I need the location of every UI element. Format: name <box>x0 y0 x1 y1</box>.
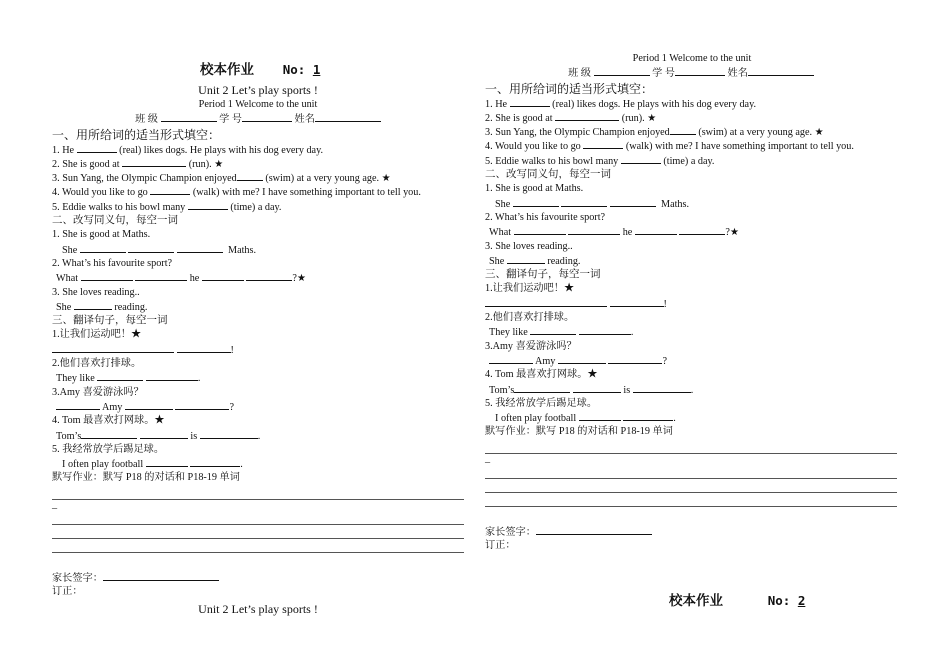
writing-line <box>485 479 897 493</box>
rewrite-1-answer: She Maths. <box>62 244 257 256</box>
writing-line <box>485 465 897 479</box>
translate-5-answer: I often play football . <box>62 459 243 471</box>
correction-label: 订正： <box>485 540 516 552</box>
translate-5-answer: I often play football . <box>495 413 676 425</box>
rewrite-1: 1. She is good at Maths. <box>485 183 584 195</box>
rewrite-2-answer: What he ?★ <box>56 273 307 285</box>
worksheet-number: No: 2 <box>767 593 806 609</box>
rewrite-2: 2. What’s his favourite sport? <box>52 257 173 269</box>
worksheet-left <box>52 58 464 617</box>
question-1: 1. He (real) likes dogs. He plays with his dog every day. <box>485 98 757 110</box>
writing-line <box>52 486 464 500</box>
parent-signature: 家长签字： <box>52 571 464 585</box>
translate-1: 1.让我们运动吧！★ <box>52 329 142 341</box>
translate-4-answer: Tom’s is . <box>56 430 261 442</box>
writing-line-dash: _ <box>52 498 58 510</box>
translate-5: 5. 我经常放学后踢足球。 <box>52 443 165 455</box>
translate-4-answer: Tom’s is . <box>489 384 694 396</box>
translate-3: 3.Amy 喜爱游泳吗？ <box>52 386 144 398</box>
translate-2: 2.他们喜欢打排球。 <box>52 358 142 370</box>
rewrite-1-answer: She Maths. <box>495 198 690 210</box>
translate-4: 4. Tom 最喜欢打网球。★ <box>52 415 165 427</box>
translate-1: 1.让我们运动吧！★ <box>485 283 575 295</box>
correction-label: 订正： <box>52 586 83 598</box>
dictation-homework: 默写作业：默写 P18 的对话和 P18-19 单词 <box>52 472 240 484</box>
question-2: 2. She is good at (run). ★ <box>485 112 657 124</box>
section-fill-in: 一、用所给词的适当形式填空： <box>52 127 221 142</box>
period-title: Period 1 Welcome to the unit <box>198 99 318 110</box>
question-3: 3. Sun Yang, the Olympic Champion enjoyed (swim) at a very young age. ★ <box>52 173 391 185</box>
unit-title: Unit 2 Let’s play sports ! <box>198 83 318 97</box>
section-translate: 三、翻译句子，每空一词 <box>52 315 168 327</box>
student-info: 班 级 学 号 姓名 <box>52 112 464 126</box>
rewrite-2: 2. What’s his favourite sport? <box>485 211 606 223</box>
translate-1-answer: ! <box>52 343 464 357</box>
translate-3-answer: Amy ? <box>485 354 897 368</box>
question-3: 3. Sun Yang, the Olympic Champion enjoyed (swim) at a very young age. ★ <box>485 127 824 139</box>
writing-line <box>52 511 464 525</box>
rewrite-3: 3. She loves reading.. <box>485 240 573 252</box>
worksheet-right <box>485 52 897 613</box>
period-title: Period 1 Welcome to the unit <box>632 53 752 64</box>
question-5: 5. Eddie walks to his bowl many (time) a day. <box>485 155 715 167</box>
student-info: 班 级 学 号 姓名 <box>485 66 897 80</box>
question-2: 2. She is good at (run). ★ <box>52 158 224 170</box>
rewrite-3-answer: She reading. <box>56 301 148 313</box>
rewrite-3: 3. She loves reading.. <box>52 286 140 298</box>
worksheet-header-next <box>485 589 897 613</box>
section-rewrite: 二、改写同义句，每空一词 <box>485 169 611 181</box>
translate-1-answer: ! <box>485 297 897 311</box>
translate-3-answer: Amy ? <box>52 400 464 414</box>
translate-4: 4. Tom 最喜欢打网球。★ <box>485 369 598 381</box>
translate-2-answer: They like . <box>56 373 201 385</box>
translate-3: 3.Amy 喜爱游泳吗？ <box>485 340 577 352</box>
dictation-homework: 默写作业：默写 P18 的对话和 P18-19 单词 <box>485 426 673 438</box>
worksheet-title: 校本作业 <box>669 593 723 610</box>
writing-line <box>52 525 464 539</box>
translate-2-answer: They like . <box>489 327 634 339</box>
writing-line <box>485 440 897 454</box>
worksheet-number: No: 1 <box>282 62 321 77</box>
question-5: 5. Eddie walks to his bowl many (time) a day. <box>52 201 282 213</box>
section-rewrite: 二、改写同义句，每空一词 <box>52 215 178 227</box>
translate-5: 5. 我经常放学后踢足球。 <box>485 397 598 409</box>
translate-2: 2.他们喜欢打排球。 <box>485 312 575 324</box>
section-fill-in: 一、用所给词的适当形式填空： <box>485 81 654 96</box>
writing-line <box>485 493 897 507</box>
rewrite-3-answer: She reading. <box>489 255 581 267</box>
writing-line <box>52 539 464 553</box>
question-4: 4. Would you like to go (walk) with me? I have something important to tell you. <box>52 187 421 199</box>
worksheet-title: 校本作业 <box>200 62 254 78</box>
footer-unit-title: Unit 2 Let’s play sports ! <box>198 602 318 617</box>
question-1: 1. He (real) likes dogs. He plays with his dog every day. <box>52 144 324 156</box>
rewrite-2-answer: What he ?★ <box>489 227 740 239</box>
parent-signature: 家长签字： <box>485 525 897 539</box>
worksheet-header <box>52 58 464 82</box>
writing-line-dash: _ <box>485 452 491 464</box>
question-4: 4. Would you like to go (walk) with me? I have something important to tell you. <box>485 141 854 153</box>
rewrite-1: 1. She is good at Maths. <box>52 229 151 241</box>
section-translate: 三、翻译句子，每空一词 <box>485 269 601 281</box>
